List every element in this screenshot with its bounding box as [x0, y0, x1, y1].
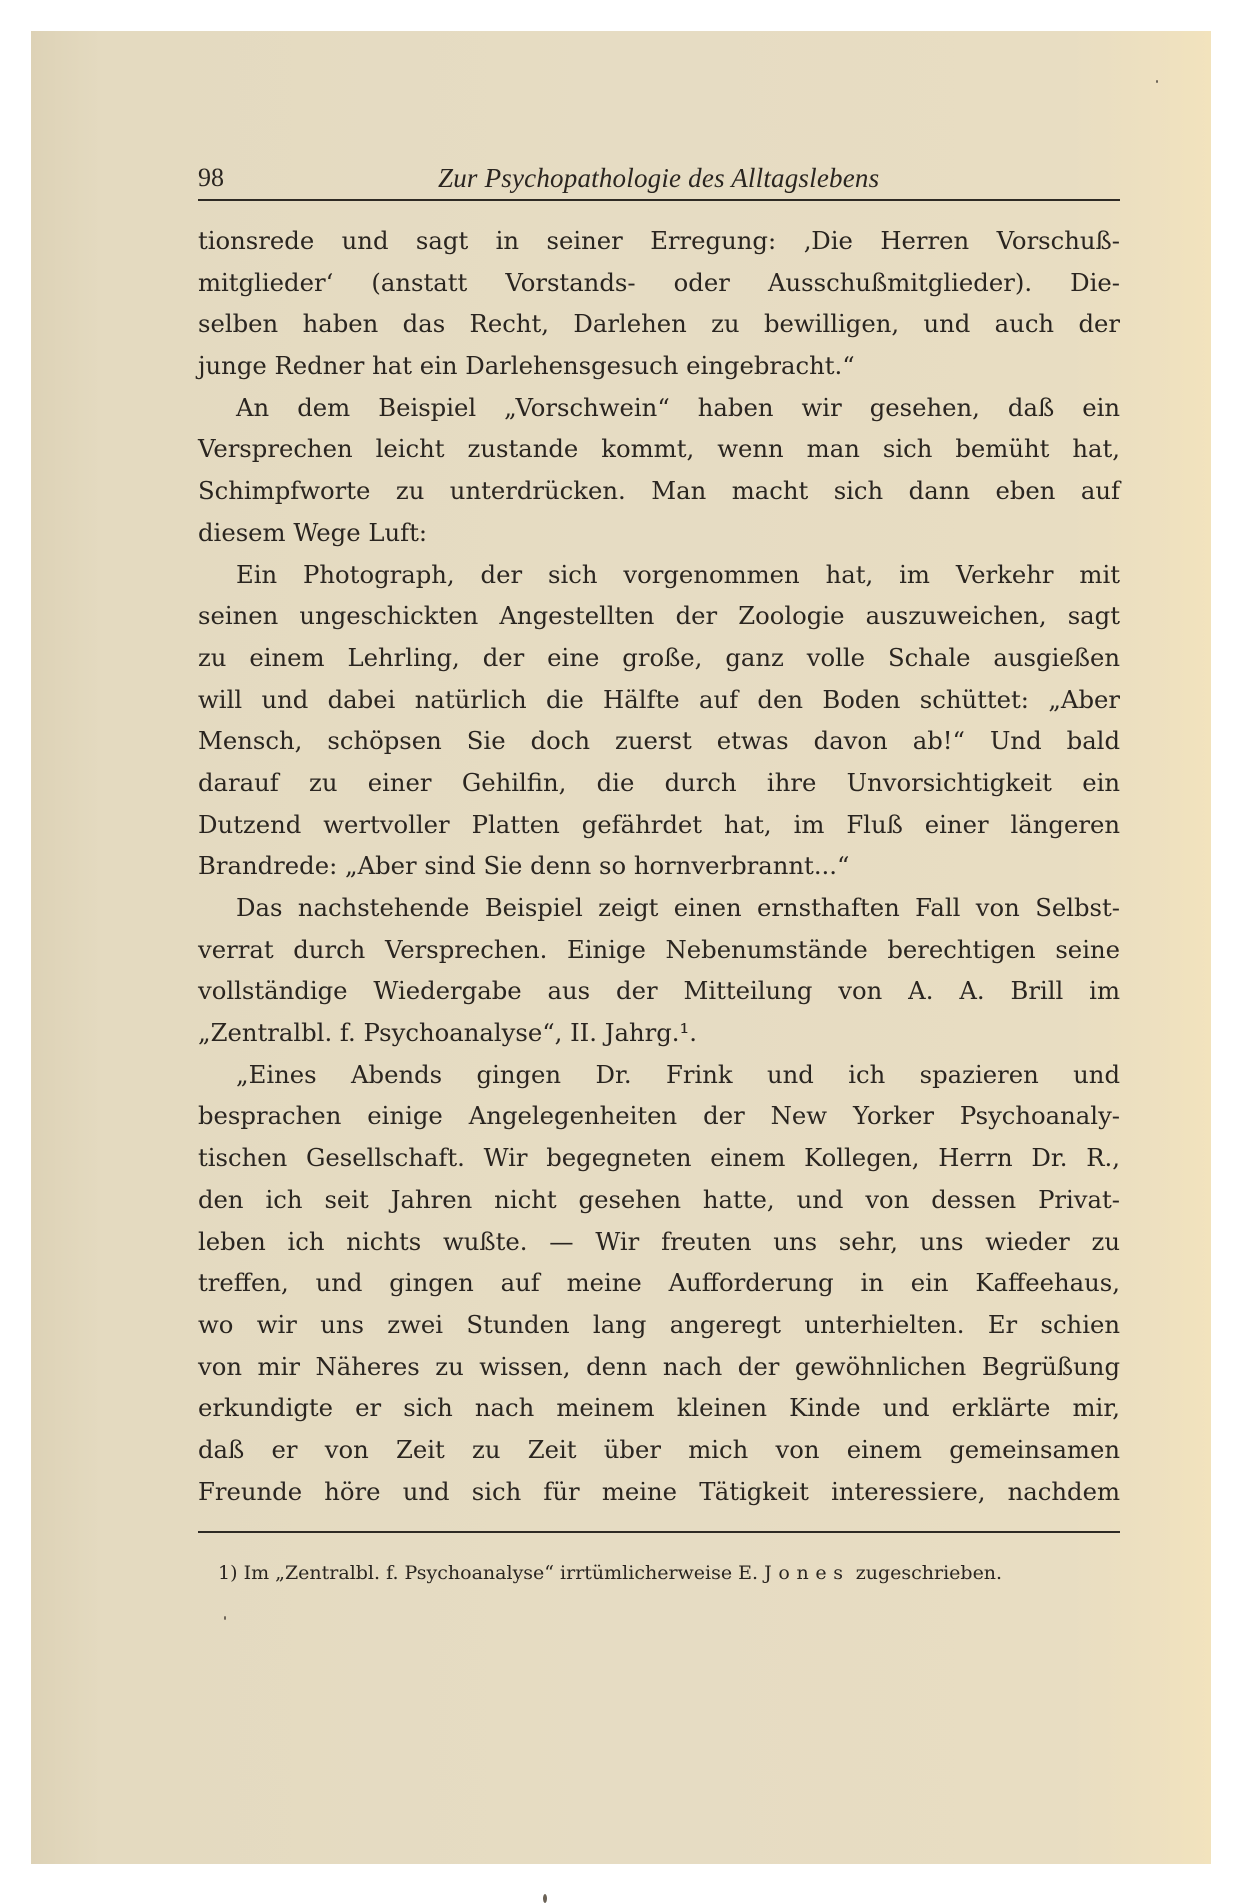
running-head — [198, 163, 1118, 197]
footnote-text-before: Im „Zentralbl. f. Psychoanalyse“ irrtümlicherweise E. — [243, 1562, 759, 1584]
text-line: Das nachstehende Beispiel zeigt einen ernsthaften Fall von Selbst- — [236, 893, 1120, 922]
text-line: Brandrede: „Aber sind Sie denn so hornverbrannt...“ — [198, 851, 850, 881]
text-line: Dutzend wertvoller Platten gefährdet hat, im Fluß einer längeren — [198, 809, 1120, 839]
header-rule — [198, 199, 1120, 201]
text-line: Freunde höre und sich für meine Tätigkeit interessiere, nachdem — [198, 1476, 1120, 1506]
text-line: Schimpfworte zu unterdrücken. Man macht sich dann eben auf — [198, 476, 1120, 506]
text-line: tischen Gesellschaft. Wir begegneten einem Kollegen, Herrn Dr. R., — [198, 1143, 1120, 1173]
footnote — [218, 1559, 1120, 1587]
text-line: erkundigte er sich nach meinem kleinen Kinde und erklärte mir, — [198, 1393, 1120, 1423]
text-line: wo wir uns zwei Stunden lang angeregt unterhielten. Er schien — [198, 1309, 1120, 1339]
footnote-text-after: zugeschrieben. — [855, 1562, 1003, 1584]
running-title: Zur Psychopathologie des Alltagslebens — [438, 163, 880, 193]
paper-speck — [224, 1616, 226, 1620]
text-line: junge Redner hat ein Darlehensgesuch eingebracht.“ — [198, 351, 855, 381]
text-line: leben ich nichts wußte. — Wir freuten uns sehr, uns wieder zu — [198, 1226, 1120, 1256]
text-line: selben haben das Recht, Darlehen zu bewilligen, und auch der — [198, 309, 1120, 339]
text-line: Ein Photograph, der sich vorgenommen hat, im Verkehr mit — [236, 559, 1120, 589]
text-line: von mir Näheres zu wissen, denn nach der gewöhnlichen Begrüßung — [198, 1351, 1120, 1381]
text-line: zu einem Lehrling, der eine große, ganz volle Schale ausgießen — [198, 642, 1120, 672]
text-line: mitglieder‘ (anstatt Vorstands- oder Ausschußmitglieder). Die- — [198, 267, 1120, 297]
text-line: Versprechen leicht zustande kommt, wenn man sich bemüht hat, — [198, 434, 1120, 464]
text-line: Mensch, schöpsen Sie doch zuerst etwas davon ab!“ Und bald — [198, 726, 1120, 756]
body-text — [198, 220, 1120, 1512]
page-number: 98 — [198, 163, 224, 192]
text-line: daß er von Zeit zu Zeit über mich von einem gemeinsamen — [198, 1434, 1120, 1464]
footnote-spaced-name: Jones — [764, 1562, 850, 1584]
text-line: vollständige Wiedergabe aus der Mitteilung von A. A. Brill im — [198, 976, 1120, 1006]
text-line: An dem Beispiel „Vorschwein“ haben wir gesehen, daß ein — [236, 392, 1120, 422]
paper-speck — [543, 1894, 547, 1903]
footnote-rule — [198, 1531, 1120, 1533]
text-line: darauf zu einer Gehilfin, die durch ihre Unvorsichtigkeit ein — [198, 767, 1120, 797]
footnote-marker: 1) — [218, 1562, 238, 1584]
text-line: „Zentralbl. f. Psychoanalyse“, II. Jahrg.¹. — [198, 1018, 697, 1048]
text-line: tionsrede und sagt in seiner Erregung: ‚Die Herren Vorschuß- — [198, 226, 1120, 255]
text-line: „Eines Abends gingen Dr. Frink und ich spazieren und — [236, 1059, 1120, 1089]
text-line: besprachen einige Angelegenheiten der New Yorker Psychoanaly- — [198, 1101, 1120, 1131]
book-page — [31, 31, 1211, 1864]
text-line: den ich seit Jahren nicht gesehen hatte, und von dessen Privat- — [198, 1184, 1120, 1214]
text-line: treffen, und gingen auf meine Aufforderung in ein Kaffeehaus, — [198, 1268, 1120, 1298]
text-line: seinen ungeschickten Angestellten der Zoologie auszuweichen, sagt — [198, 601, 1120, 631]
text-line: will und dabei natürlich die Hälfte auf den Boden schüttet: „Aber — [198, 684, 1120, 714]
text-line: diesem Wege Luft: — [198, 517, 428, 547]
paper-speck — [1156, 80, 1158, 83]
text-line: verrat durch Versprechen. Einige Nebenumstände berechtigen seine — [198, 934, 1120, 964]
